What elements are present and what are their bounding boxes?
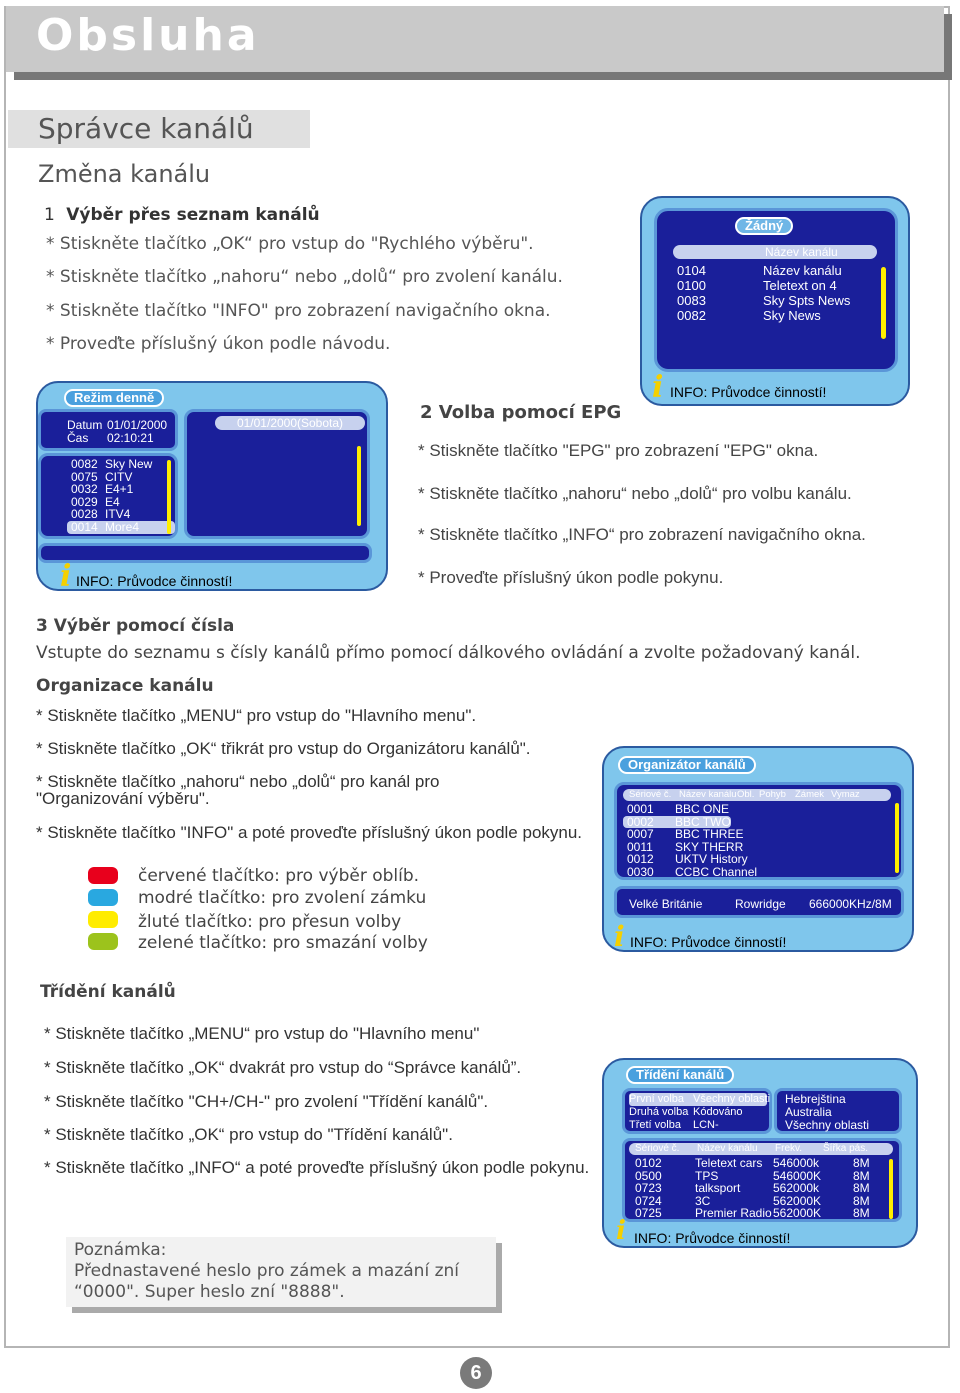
- col-header: Vymaz: [831, 789, 860, 800]
- quick-select-panel: [654, 208, 898, 372]
- footer-satellite: Rowridge: [735, 897, 786, 911]
- channel-number: 0075: [71, 469, 98, 484]
- channel-name: Premier Radio: [695, 1206, 772, 1221]
- footer-frequency: 666000KHz/8M: [809, 897, 892, 911]
- table-row: [635, 1170, 870, 1183]
- option-label: Třetí volba: [629, 1119, 681, 1131]
- channel-name: Sky New: [105, 457, 153, 471]
- option-label: První volba: [629, 1093, 685, 1105]
- sort-bullet: * Stiskněte tlačítko „INFO“ a poté proveďte příslušný úkon podle pokynu.: [44, 1158, 590, 1177]
- channel-number: 0002: [627, 814, 654, 829]
- channel-number: 0011: [627, 839, 653, 854]
- channel-bandwidth: 8M: [853, 1206, 870, 1221]
- channel-name: Sky Spts News: [763, 293, 851, 308]
- channel-bandwidth: 8M: [853, 1168, 870, 1183]
- organizer-footer: [614, 886, 904, 918]
- sort-tab-label: Třídění kanálů: [636, 1067, 725, 1082]
- channel-number: 0028: [71, 507, 98, 522]
- info-icon: i: [614, 920, 625, 953]
- step3-heading: 3 Výběr pomocí čísla: [36, 616, 235, 636]
- blue-button-text: modré tlačítko: pro zvolení zámku: [138, 888, 427, 908]
- table-row: [635, 1157, 870, 1170]
- channel-number: 0014: [71, 519, 98, 534]
- organizer-tab: [618, 756, 756, 774]
- col-header: Sériové č.: [629, 789, 672, 800]
- yellow-button-swatch: [88, 911, 118, 928]
- channel-name: E4+1: [105, 482, 134, 497]
- sort-options: [629, 1093, 771, 1132]
- date-label: Datum: [67, 418, 103, 432]
- scrollbar: [895, 803, 899, 873]
- option-value: Kódováno: [693, 1106, 743, 1118]
- red-button-swatch: [88, 867, 118, 884]
- epg-tab-label: Režim denně: [74, 390, 155, 405]
- channel-number: 0030: [627, 864, 654, 879]
- quick-select-tab-label: Žádný: [745, 218, 784, 233]
- side-item: Australia: [785, 1105, 832, 1119]
- sort-side-panel: [774, 1088, 902, 1134]
- channel-name: CCBC Channel: [675, 864, 758, 879]
- sort-option-selected: [629, 1093, 771, 1106]
- channel-name: Název kanálu: [763, 263, 842, 278]
- note-title: Poznámka:: [74, 1240, 167, 1260]
- sort-bullet: * Stiskněte tlačítko "CH+/CH-" pro zvolení "Třídění kanálů".: [44, 1092, 489, 1111]
- organize-heading: Organizace kanálu: [36, 676, 214, 696]
- step1-bullet: * Proveďte příslušný úkon podle návodu.: [46, 334, 391, 354]
- channel-number: 0723: [635, 1181, 662, 1196]
- channel-number: 0001: [627, 802, 654, 816]
- sort-heading: Třídění kanálů: [40, 982, 176, 1002]
- sort-bullet: * Stiskněte tlačítko „MENU“ pro vstup do "Hlavního menu": [44, 1024, 480, 1043]
- channel-name: 3C: [695, 1193, 711, 1208]
- channel-name: SKY THERR: [675, 839, 744, 854]
- quick-select-list: [677, 263, 850, 323]
- date-value: 01/01/2000: [107, 418, 168, 432]
- organizer-tab-label: Organizátor kanálů: [628, 757, 746, 772]
- channel-name: Teletext on 4: [763, 278, 837, 293]
- quick-select-screen: [640, 196, 910, 406]
- channel-number: 0100: [677, 278, 706, 293]
- table-row: [635, 1207, 870, 1220]
- side-item: Všechny oblasti: [785, 1118, 870, 1132]
- col-header: Šířka pás.: [823, 1143, 869, 1154]
- quick-select-info: INFO: Průvodce činností!: [670, 384, 827, 400]
- section-title: Správce kanálů: [38, 112, 254, 145]
- info-icon: i: [616, 1216, 626, 1246]
- option-value: Všechny oblasti: [693, 1093, 771, 1105]
- time-label: Čas: [67, 431, 89, 445]
- sort-list: [635, 1157, 870, 1220]
- step1-heading: [44, 205, 320, 225]
- list-item-selected: [67, 521, 175, 534]
- channel-frequency: 546000k: [773, 1156, 820, 1170]
- channel-number: 0082: [677, 308, 706, 323]
- sort-info: INFO: Průvodce činností!: [634, 1230, 791, 1246]
- sort-bullet: * Stiskněte tlačítko „OK“ pro vstup do "Třídění kanálů".: [44, 1125, 453, 1144]
- step2-bullet: * Stiskněte tlačítko „nahoru“ nebo „dolů“ pro volbu kanálu.: [418, 484, 852, 503]
- organizer-info: INFO: Průvodce činností!: [630, 934, 787, 950]
- step2-heading: 2 Volba pomocí EPG: [420, 402, 622, 423]
- note-line: Přednastavené heslo pro zámek a mazání zní: [74, 1261, 460, 1281]
- col-header: Pohyb: [759, 789, 786, 800]
- sort-tab: [626, 1066, 734, 1084]
- epg-bottom-bar: [38, 543, 372, 563]
- organizer-list: [627, 803, 757, 879]
- channel-name: BBC ONE: [675, 802, 730, 816]
- page-number: 6: [460, 1357, 492, 1389]
- col-header: Sériové č.: [635, 1143, 680, 1154]
- channel-name: UKTV History: [675, 852, 748, 867]
- channel-frequency: 562000k: [773, 1181, 820, 1196]
- yellow-button-text: žluté tlačítko: pro přesun volby: [138, 912, 402, 932]
- channel-name: Teletext cars: [695, 1156, 763, 1170]
- channel-name: More4: [105, 519, 140, 534]
- option-label: Druhá volba: [629, 1106, 689, 1118]
- list-item: [677, 293, 850, 308]
- channel-number: 0083: [677, 293, 706, 308]
- channel-frequency: 562000K: [773, 1206, 822, 1221]
- channel-number: 0007: [627, 827, 654, 842]
- col-header: Obl.: [737, 789, 755, 800]
- table-row: [635, 1182, 870, 1195]
- step3-text: Vstupte do seznamu s čísly kanálů přímo pomocí dálkového ovládání a zvolte požadovaný kanál.: [36, 643, 861, 663]
- organizer-screen: [602, 746, 914, 952]
- epg-program-panel: [184, 409, 370, 539]
- step1-bullet: * Stiskněte tlačítko „nahoru“ nebo „dolů“ pro zvolení kanálu.: [46, 267, 563, 287]
- sort-options-panel: [622, 1088, 772, 1134]
- channel-number: 0082: [71, 457, 98, 471]
- side-item: Hebrejština: [785, 1092, 846, 1106]
- col-header: Frekv.: [775, 1143, 803, 1154]
- sort-header: [629, 1143, 893, 1155]
- blue-button-swatch: [88, 889, 118, 906]
- organize-bullet: * Stiskněte tlačítko „OK“ třikrát pro vstup do Organizátoru kanálů".: [36, 739, 531, 758]
- list-item: [677, 263, 850, 278]
- channel-number: 0012: [627, 852, 654, 867]
- channel-number: 0724: [635, 1193, 662, 1208]
- channel-bandwidth: 8M: [853, 1193, 870, 1208]
- channel-name: Sky News: [763, 308, 821, 323]
- time-value: 02:10:21: [107, 431, 154, 445]
- quick-select-tab: [735, 217, 793, 235]
- list-item: [677, 278, 850, 293]
- channel-frequency: 562000K: [773, 1193, 822, 1208]
- epg-tab: [64, 389, 164, 407]
- epg-list: [71, 458, 175, 534]
- section-subtitle: Změna kanálu: [38, 160, 211, 188]
- organize-bullet: * Stiskněte tlačítko „nahoru“ nebo „dolů“ pro kanál pro "Organizování výběru".: [36, 772, 440, 808]
- organizer-header: [623, 789, 891, 801]
- organize-bullet: * Stiskněte tlačítko "INFO" a poté proveďte příslušný úkon podle pokynu.: [36, 823, 583, 842]
- channel-name: TPS: [695, 1168, 719, 1183]
- channel-bandwidth: 8M: [853, 1156, 870, 1170]
- green-button-swatch: [88, 933, 118, 950]
- organize-bullet: * Stiskněte tlačítko „MENU“ pro vstup do "Hlavního menu".: [36, 706, 477, 725]
- channel-number: 0029: [71, 494, 98, 509]
- channel-bandwidth: 8M: [853, 1181, 870, 1196]
- epg-info: INFO: Průvodce činností!: [76, 573, 233, 589]
- sort-side-list: [785, 1093, 869, 1132]
- organizer-list-panel: [614, 782, 904, 880]
- scrollbar: [881, 267, 886, 339]
- channel-number: 0032: [71, 482, 98, 497]
- list-item: [677, 308, 850, 323]
- note: [74, 1240, 459, 1303]
- channel-name: CITV: [105, 469, 133, 484]
- channel-name: talksport: [695, 1181, 741, 1196]
- channel-name: E4: [105, 494, 120, 509]
- scrollbar: [357, 446, 361, 526]
- epg-date: [67, 418, 167, 432]
- channel-number: 0102: [635, 1156, 662, 1170]
- channel-number: 0725: [635, 1206, 662, 1221]
- scrollbar: [889, 1159, 893, 1219]
- epg-channel-list: [38, 453, 178, 539]
- channel-number: 0104: [677, 263, 706, 278]
- footer-country: Velké Británie: [629, 897, 703, 911]
- step1-bullet: * Stiskněte tlačítko „OK“ pro vstup do "Rychlého výběru".: [46, 234, 534, 254]
- note-line: “0000". Super heslo zní "8888".: [74, 1282, 345, 1302]
- channel-frequency: 546000K: [773, 1168, 822, 1183]
- sort-option: [629, 1106, 767, 1119]
- col-header: Název kanálu: [679, 789, 737, 800]
- col-header: Zámek: [795, 789, 825, 800]
- sort-list-panel: [622, 1138, 902, 1222]
- quick-select-header: Název kanálu: [673, 245, 877, 259]
- step1-number: 1: [44, 205, 55, 225]
- channel-name: BBC TWO: [675, 814, 731, 829]
- epg-day-header: 01/01/2000(Sobota): [215, 416, 365, 430]
- table-row: [627, 866, 757, 879]
- channel-name: ITV4: [105, 507, 131, 522]
- sort-bullet: * Stiskněte tlačítko „OK“ dvakrát pro vstup do “Správce kanálů”.: [44, 1058, 522, 1077]
- step2-bullet: * Stiskněte tlačítko „INFO“ pro zobrazení navigačního okna.: [418, 525, 866, 544]
- epg-screen: [36, 381, 388, 594]
- channel-number: 0500: [635, 1168, 662, 1183]
- info-icon: i: [652, 370, 664, 405]
- step1-title: Výběr přes seznam kanálů: [66, 205, 320, 225]
- step2-bullet: * Proveďte příslušný úkon podle pokynu.: [418, 568, 724, 587]
- epg-datetime-panel: [38, 409, 178, 451]
- sort-screen: [602, 1058, 918, 1248]
- red-button-text: červené tlačítko: pro výběr oblíb.: [138, 866, 420, 886]
- info-icon: i: [60, 559, 72, 594]
- col-header: Název kanálu: [697, 1143, 758, 1154]
- list-item: [71, 483, 175, 496]
- page-title: Obsluha: [36, 10, 260, 61]
- green-button-text: zelené tlačítko: pro smazání volby: [138, 933, 428, 953]
- step2-bullet: * Stiskněte tlačítko "EPG" pro zobrazení "EPG" okna.: [418, 441, 819, 460]
- sort-option: [629, 1119, 767, 1132]
- channel-name: BBC THREE: [675, 827, 744, 842]
- scrollbar: [167, 460, 171, 534]
- option-value: LCN-: [693, 1119, 719, 1131]
- step1-bullet: * Stiskněte tlačítko "INFO" pro zobrazení navigačního okna.: [46, 301, 551, 321]
- epg-time: [67, 431, 154, 445]
